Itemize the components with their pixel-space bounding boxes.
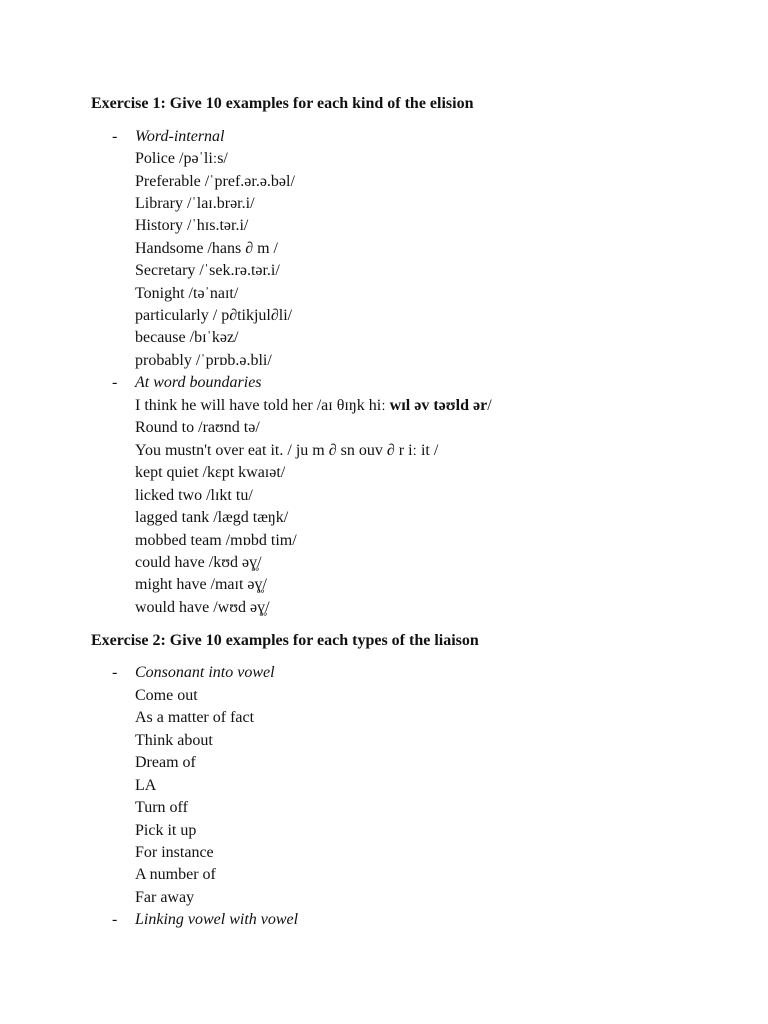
bullet-dash: - xyxy=(112,128,118,145)
bullet-dash: - xyxy=(112,911,118,928)
exercise-1-heading: Exercise 1: Give 10 examples for each kind of the elision xyxy=(91,95,474,112)
list-item: A number of xyxy=(135,866,216,883)
list-item: probably /ˈprɒb.ə.bli/ xyxy=(135,352,272,369)
list-item: kept quiet /kɛpt kwaɪət/ xyxy=(135,464,286,481)
phrase-with-ipa: I think he will have told her /aɪ θɪŋk hiː wɪl əv təʊld ər/ xyxy=(135,397,492,414)
list-item: Far away xyxy=(135,889,195,906)
list-item: For instance xyxy=(135,844,214,861)
list-item: As a matter of fact xyxy=(135,709,255,726)
list-item: Turn off xyxy=(135,799,188,816)
list-item: particularly / p∂tikjul∂li/ xyxy=(135,307,293,324)
list-item: Think about xyxy=(135,732,213,749)
list-item: You mustn't over eat it. / ju m ∂ sn ouv ∂ r iː it / xyxy=(135,442,439,459)
list-item: would have /wʊd əɣ̥/ xyxy=(135,599,270,616)
list-item: Secretary /ˈsek.rə.tər.i/ xyxy=(135,262,280,279)
list-item: Pick it up xyxy=(135,822,197,839)
list-item: because /bɪˈkəz/ xyxy=(135,329,239,346)
list-item: licked two /lɪkt tu/ xyxy=(135,487,253,504)
exercise-2-heading: Exercise 2: Give 10 examples for each types of the liaison xyxy=(91,632,479,649)
list-item: Library /ˈlaɪ.brər.i/ xyxy=(135,195,255,212)
bullet-label: Linking vowel with vowel xyxy=(135,911,299,928)
list-item: LA xyxy=(135,777,157,794)
list-item: Round to /raʊnd tə/ xyxy=(135,419,260,436)
list-item: Handsome /hans ∂ m / xyxy=(135,240,278,257)
list-item: mobbed team /mɒbd tim/ xyxy=(135,532,297,549)
list-item: Tonight /təˈnaɪt/ xyxy=(135,285,239,302)
bullet-dash: - xyxy=(112,374,118,391)
list-item: could have /kʊd əɣ̥/ xyxy=(135,554,262,571)
list-item: Police /pəˈliːs/ xyxy=(135,150,228,167)
list-item xyxy=(135,396,492,416)
bullet-label: Consonant into vowel xyxy=(135,664,275,681)
list-item: Come out xyxy=(135,687,198,704)
list-item: lagged tank /lægd tæŋk/ xyxy=(135,509,289,526)
bullet-label: At word boundaries xyxy=(135,374,262,391)
bullet-label: Word-internal xyxy=(135,128,225,145)
bullet-dash: - xyxy=(112,664,118,681)
list-item: Dream of xyxy=(135,754,196,771)
list-item: Preferable /ˈpref.ər.ə.bəl/ xyxy=(135,173,295,190)
bold-ipa-segment: wɪl əv təʊld ər xyxy=(389,397,488,414)
list-item: might have /maɪt əɣ̥/ xyxy=(135,576,267,593)
list-item: History /ˈhɪs.tər.i/ xyxy=(135,217,249,234)
